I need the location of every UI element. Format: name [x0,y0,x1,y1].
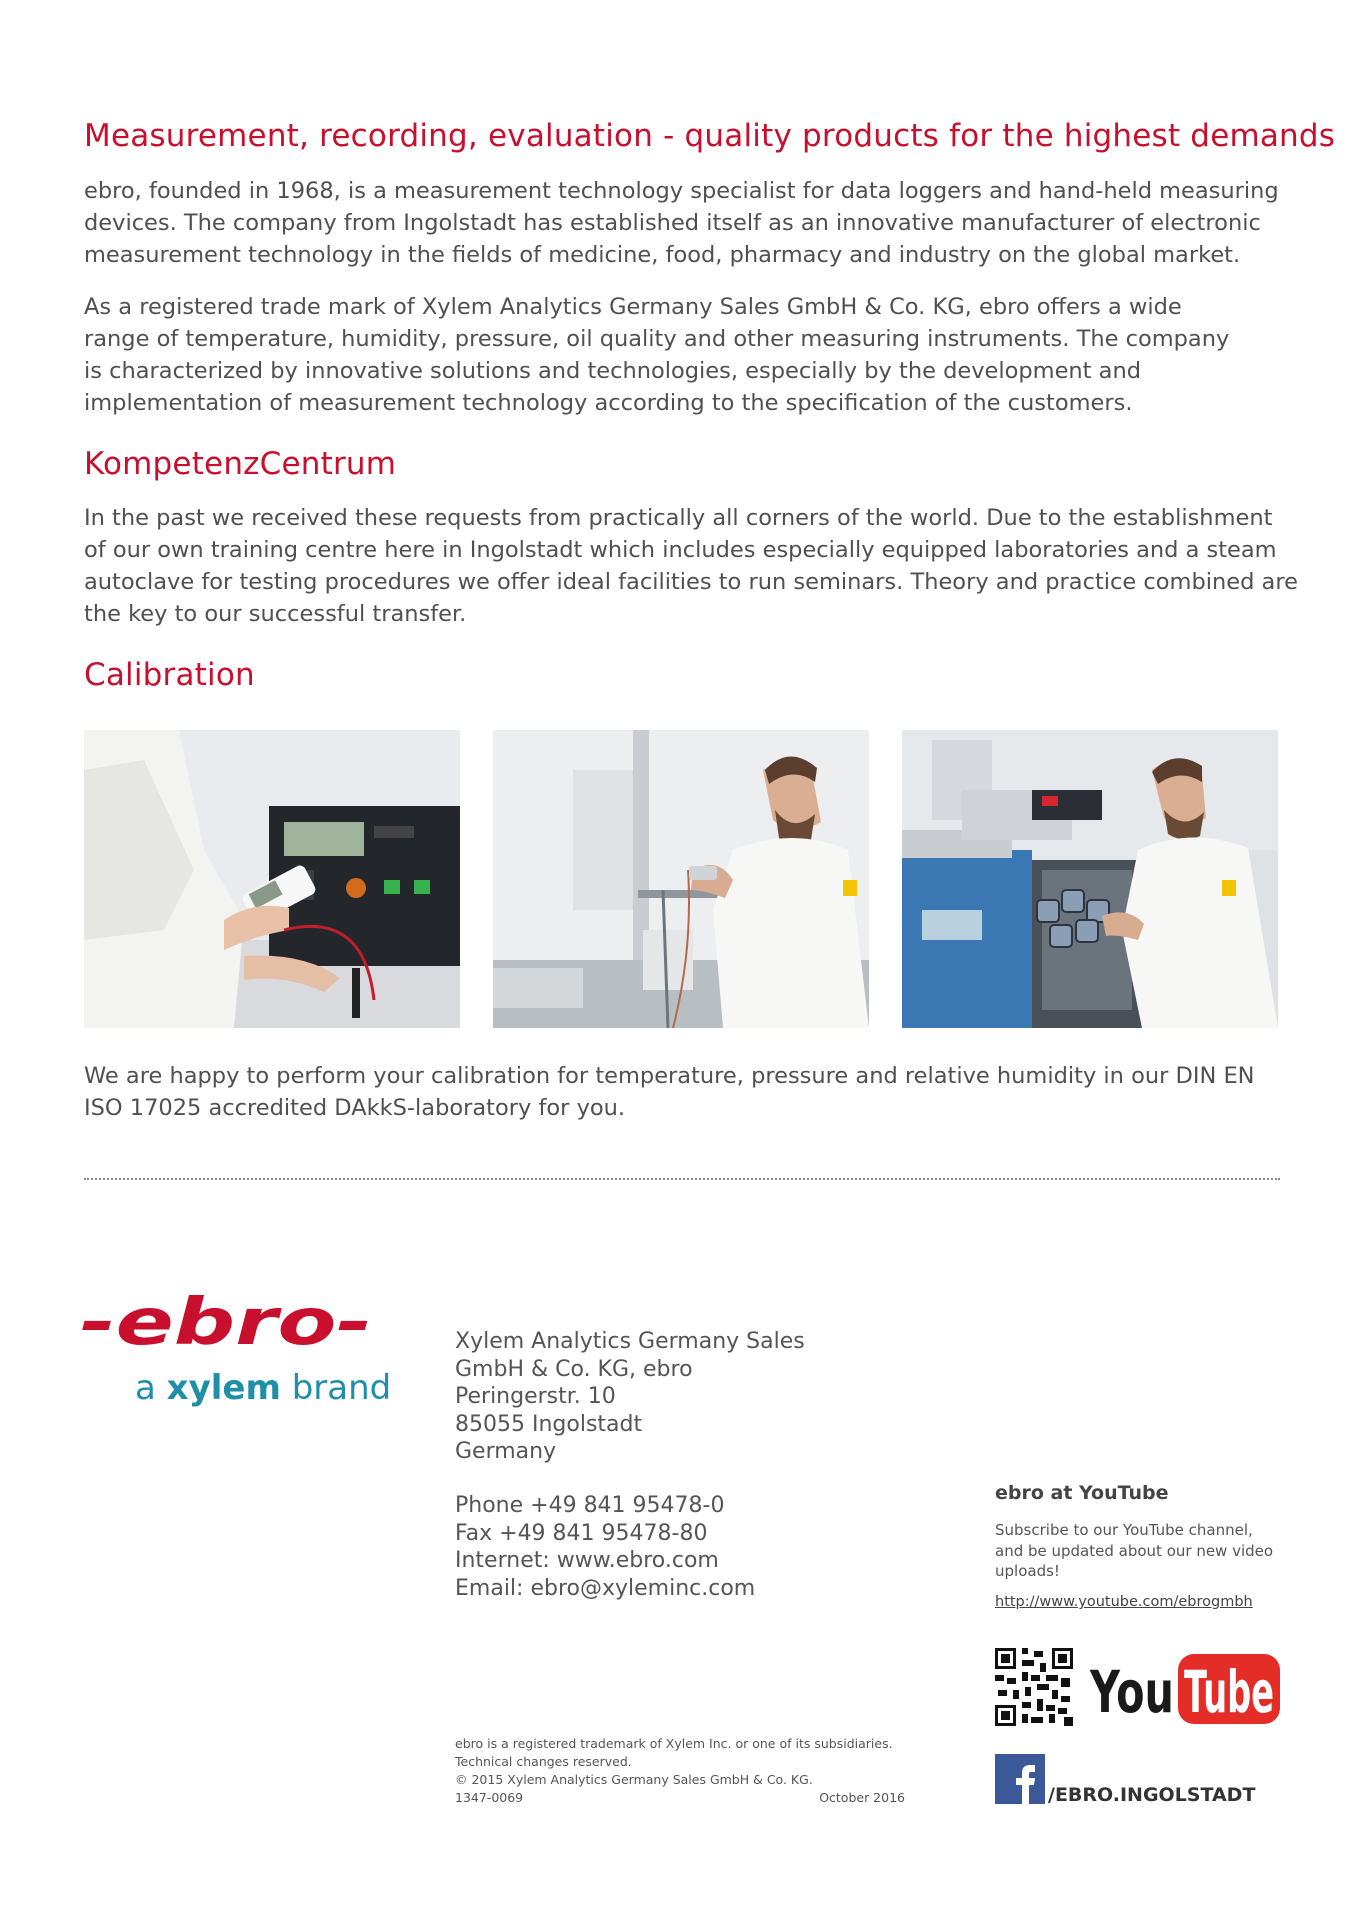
website-link[interactable]: Internet: www.ebro.com [455,1548,719,1573]
facebook-icon[interactable] [995,1754,1045,1804]
calibration-photo-3 [902,730,1278,1028]
company-address: Xylem Analytics Germany Sales GmbH & Co. KG, ebro Peringerstr. 10 85055 Ingolstadt Germany [455,1329,805,1464]
youtube-link[interactable]: http://www.youtube.com/ebrogmbh [995,1594,1253,1610]
xylem-tagline: a xylem brand [135,1368,392,1408]
youtube-description: Subscribe to our YouTube channel, and be updated about our new video uploads! [995,1521,1274,1580]
intro-paragraph-2: As a registered trade mark of Xylem Analytics Germany Sales GmbH & Co. KG, ebro offers a wide range of temperature, humidity, pressure, oil quality and other measuring instruments. The company is characterized by innovative solutions and technologies, especially by the development and implementation of measurement technology according to the specification of the customers. [84,294,1230,416]
dotted-divider [84,1178,1280,1180]
heading-kompetenzcentrum: KompetenzCentrum [84,446,397,482]
youtube-logo[interactable] [1090,1648,1280,1726]
email-link[interactable]: Email: ebro@xyleminc.com [455,1575,756,1601]
fax: Fax +49 841 95478-80 [455,1520,708,1546]
youtube-title: ebro at YouTube [995,1482,1169,1504]
heading-calibration: Calibration [84,657,255,693]
kompetenz-paragraph: In the past we received these requests from practically all corners of the world. Due to the establishment of our own training centre here in Ingolstadt which includes especially equipped laboratories and a steam autoclave for testing procedures we offer ideal facilities to run seminars. Theory and practice combined are the key to our successful transfer. [84,505,1298,627]
qr-code-icon[interactable] [995,1648,1073,1726]
youtube-logo-tube: Tube [1184,1658,1274,1726]
ebro-logo [80,1288,380,1358]
calibration-paragraph: We are happy to perform your calibration for temperature, pressure and relative humidity in our DIN EN ISO 17025 accredited DAkkS-laboratory for you. [84,1063,1255,1121]
calibration-photo-2 [493,730,869,1028]
youtube-logo-you: You [1089,1658,1174,1726]
calibration-photo-1 [84,730,460,1028]
company-contact [455,1492,755,1602]
phone: Phone +49 841 95478-0 [455,1493,725,1518]
facebook-handle[interactable]: /EBRO.INGOLSTADT [1048,1784,1256,1806]
heading-intro: Measurement, recording, evaluation - quality products for the highest demands [84,118,1336,154]
ebro-logo-text: -ebro- [80,1286,372,1360]
intro-paragraph-1: ebro, founded in 1968, is a measurement technology specialist for data loggers and hand-held measuring devices. The company from Ingolstadt has established itself as an innovative manufacturer of electronic measurement technology in the fields of medicine, food, pharmacy and industry on the global market. [84,178,1279,268]
document-date: October 2016 [819,1790,905,1805]
xylem-wordmark: xylem [166,1368,281,1408]
document-code: 1347-0069 [455,1790,524,1805]
legal-notice: ebro is a registered trademark of Xylem Inc. or one of its subsidiaries. Technical changes reserved. © 2015 Xylem Analytics Germany Sales GmbH & Co. KG. 1347-0069 October 2016 [455,1736,905,1805]
